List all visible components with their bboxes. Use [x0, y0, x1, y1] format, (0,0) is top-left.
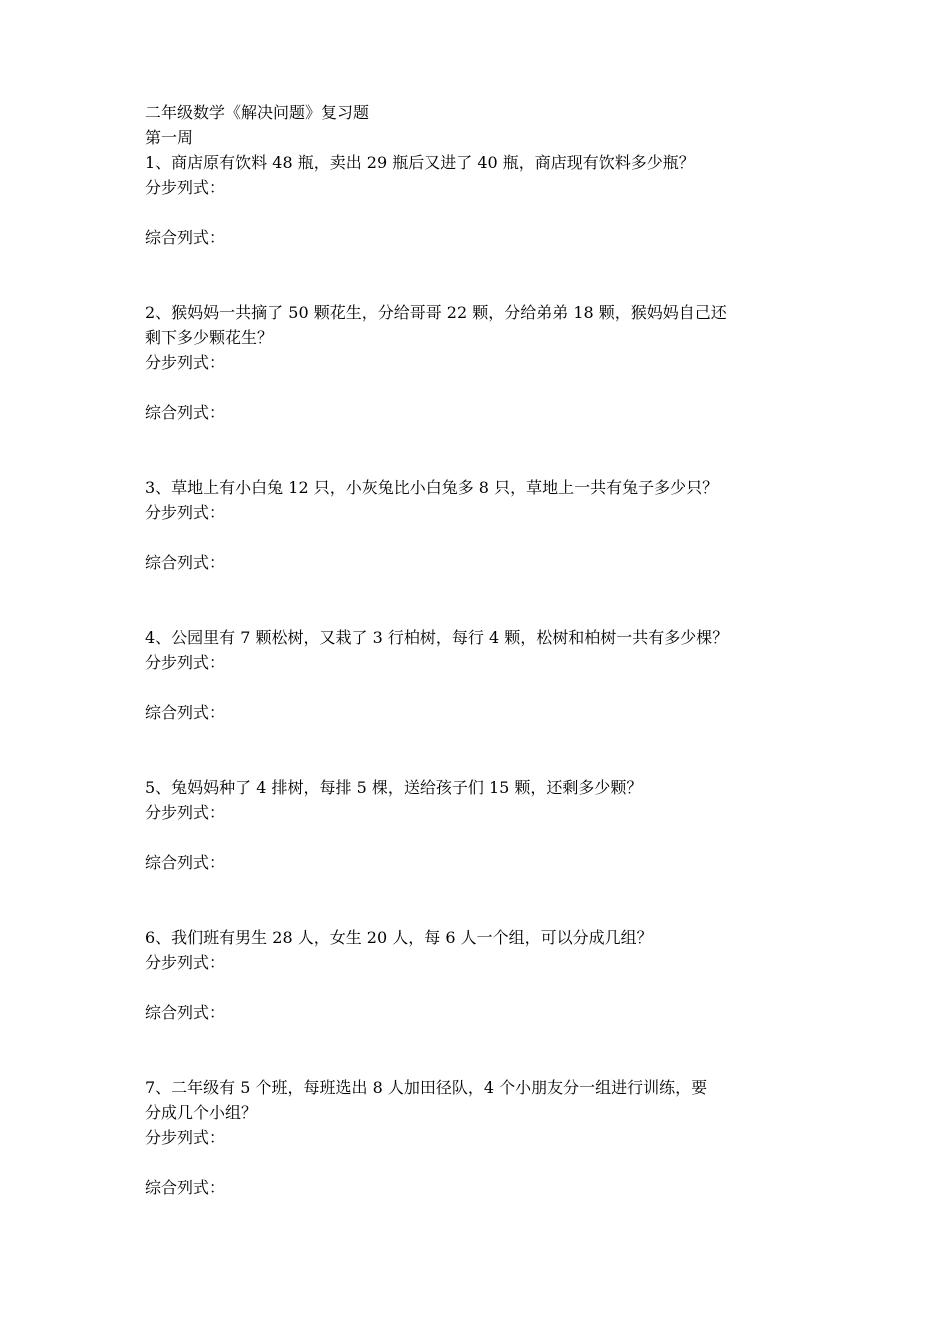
step-formula-label: 分步列式： [145, 353, 226, 372]
problem-text-continued: 剩下多少颗花生？ [145, 328, 274, 347]
problem-text: 7、二年级有 5 个班，每班选出 8 人加田径队，4 个小朋友分一组进行训练，要 [145, 1078, 708, 1097]
week-heading: 第一周 [145, 128, 194, 147]
step-formula-label: 分步列式： [145, 803, 226, 822]
answer-space [145, 200, 810, 225]
problem-text: 6、我们班有男生 28 人，女生 20 人，每 6 人一个组，可以分成几组？ [145, 928, 653, 947]
problem-6 [145, 925, 810, 1075]
answer-space [145, 675, 810, 700]
step-formula-label: 分步列式： [145, 953, 226, 972]
problem-4 [145, 625, 810, 775]
answer-space [145, 1150, 810, 1175]
problem-7 [145, 1075, 810, 1200]
combined-formula-label: 综合列式： [145, 703, 226, 722]
step-formula-label: 分步列式： [145, 503, 226, 522]
problem-text: 3、草地上有小白兔 12 只，小灰兔比小白兔多 8 只，草地上一共有兔子多少只？ [145, 478, 719, 497]
worksheet-page [145, 100, 810, 1200]
answer-space [145, 425, 810, 475]
answer-space [145, 250, 810, 300]
answer-space [145, 375, 810, 400]
problem-text-continued: 分成几个小组？ [145, 1103, 258, 1122]
combined-formula-label: 综合列式： [145, 1178, 226, 1197]
step-formula-label: 分步列式： [145, 1128, 226, 1147]
document-title: 二年级数学《解决问题》复习题 [145, 103, 370, 122]
answer-space [145, 725, 810, 775]
step-formula-label: 分步列式： [145, 653, 226, 672]
combined-formula-label: 综合列式： [145, 403, 226, 422]
answer-space [145, 875, 810, 925]
problem-text: 2、猴妈妈一共摘了 50 颗花生，分给哥哥 22 颗，分给弟弟 18 颗，猴妈妈自己还 [145, 303, 727, 322]
answer-space [145, 575, 810, 625]
combined-formula-label: 综合列式： [145, 228, 226, 247]
problem-5 [145, 775, 810, 925]
combined-formula-label: 综合列式： [145, 1003, 226, 1022]
answer-space [145, 975, 810, 1000]
answer-space [145, 525, 810, 550]
answer-space [145, 1025, 810, 1075]
answer-space [145, 825, 810, 850]
problem-text: 1、商店原有饮料 48 瓶，卖出 29 瓶后又进了 40 瓶，商店现有饮料多少瓶？ [145, 153, 695, 172]
problem-3 [145, 475, 810, 625]
problem-1 [145, 150, 810, 300]
problem-text: 5、兔妈妈种了 4 排树，每排 5 棵，送给孩子们 15 颗，还剩多少颗？ [145, 778, 643, 797]
problem-2 [145, 300, 810, 475]
combined-formula-label: 综合列式： [145, 553, 226, 572]
step-formula-label: 分步列式： [145, 178, 226, 197]
problem-text: 4、公园里有 7 颗松树，又栽了 3 行柏树，每行 4 颗，松树和柏树一共有多少棵？ [145, 628, 729, 647]
combined-formula-label: 综合列式： [145, 853, 226, 872]
